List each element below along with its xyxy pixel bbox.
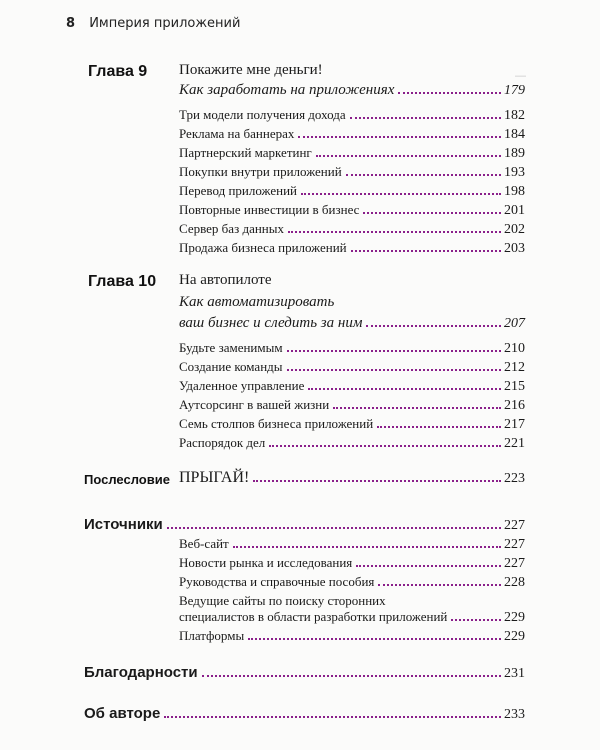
toc-entry[interactable] bbox=[179, 397, 525, 414]
toc-entry-multiline[interactable] bbox=[179, 593, 386, 609]
page-ref: 229 bbox=[504, 610, 525, 625]
page-ref: 184 bbox=[504, 127, 525, 142]
entry-title-line1: Ведущие сайты по поиску сторонних bbox=[179, 593, 386, 608]
dot-leader bbox=[248, 637, 501, 640]
running-head bbox=[66, 16, 240, 31]
toc-entry[interactable] bbox=[179, 240, 525, 257]
afterword-entry[interactable] bbox=[179, 469, 525, 487]
acknowledgments-entry[interactable] bbox=[84, 664, 525, 682]
dot-leader bbox=[233, 545, 501, 548]
afterword-label: Послесловие bbox=[84, 472, 170, 487]
dot-leader bbox=[287, 368, 501, 371]
page-ref: 217 bbox=[504, 417, 525, 432]
toc-entry[interactable] bbox=[179, 628, 525, 645]
page-ref: 189 bbox=[504, 146, 525, 161]
page-ref: 223 bbox=[504, 471, 525, 486]
toc-entry[interactable] bbox=[179, 221, 525, 238]
entry-title: Сервер баз данных bbox=[179, 221, 284, 236]
page-ref: 233 bbox=[504, 707, 525, 722]
entry-title: Новости рынка и исследования bbox=[179, 555, 353, 570]
dot-leader bbox=[363, 211, 501, 214]
toc-entry[interactable] bbox=[179, 126, 525, 143]
entry-title: Распорядок дел bbox=[179, 435, 266, 450]
toc-entry-multiline-end[interactable] bbox=[179, 609, 525, 626]
entry-title: Продажа бизнеса приложений bbox=[179, 240, 347, 255]
dot-leader bbox=[287, 349, 501, 352]
entry-title: Партнерский маркетинг bbox=[179, 145, 312, 160]
dot-leader bbox=[164, 715, 501, 718]
entry-title: Будьте заменимым bbox=[179, 340, 283, 355]
running-title: Империя приложений bbox=[89, 16, 241, 31]
toc-entry[interactable] bbox=[179, 183, 525, 200]
dot-leader bbox=[269, 444, 501, 447]
afterword-title: ПРЫГАЙ! bbox=[179, 469, 250, 486]
page-ref: 201 bbox=[504, 203, 525, 218]
page-ref: 221 bbox=[504, 436, 525, 451]
toc-entry[interactable] bbox=[179, 145, 525, 162]
dot-leader bbox=[298, 135, 501, 138]
dot-leader bbox=[202, 674, 501, 677]
page-ref: 207 bbox=[504, 316, 525, 331]
page-ref: 198 bbox=[504, 184, 525, 199]
dot-leader bbox=[377, 425, 501, 428]
entry-title: Семь столпов бизнеса приложений bbox=[179, 416, 374, 431]
dot-leader bbox=[451, 618, 501, 621]
entry-title: Три модели получения дохода bbox=[179, 107, 346, 122]
about-label: Об авторе bbox=[84, 705, 161, 722]
chapter-9-subtitle-entry[interactable] bbox=[179, 82, 525, 99]
entry-title: Веб-сайт bbox=[179, 536, 229, 551]
dot-leader bbox=[301, 192, 501, 195]
toc-entry[interactable] bbox=[179, 574, 525, 591]
entry-title: Удаленное управление bbox=[179, 378, 305, 393]
toc-entry[interactable] bbox=[179, 202, 525, 219]
entry-title: Реклама на баннерах bbox=[179, 126, 295, 141]
toc-entry[interactable] bbox=[179, 416, 525, 433]
chapter-10-label: Глава 10 bbox=[88, 273, 157, 290]
toc-entry[interactable] bbox=[179, 536, 525, 553]
chapter-10-subtitle-entry[interactable] bbox=[179, 315, 525, 332]
page-ref: 227 bbox=[504, 556, 525, 571]
toc-entry[interactable] bbox=[179, 555, 525, 572]
entry-title: Покупки внутри приложений bbox=[179, 164, 342, 179]
page-ref: 203 bbox=[504, 241, 525, 256]
entry-title: Аутсорсинг в вашей жизни bbox=[179, 397, 330, 412]
page-ref: 202 bbox=[504, 222, 525, 237]
toc-entry[interactable] bbox=[179, 435, 525, 452]
chapter-9-subtitle: Как заработать на приложениях bbox=[179, 82, 395, 98]
page-ref: 215 bbox=[504, 379, 525, 394]
page-number: 8 bbox=[66, 16, 76, 31]
dot-leader bbox=[167, 526, 501, 529]
chapter-10-subtitle-line2: ваш бизнес и следить за ним bbox=[179, 315, 363, 331]
entry-title: Платформы bbox=[179, 628, 245, 643]
page-ref: 182 bbox=[504, 108, 525, 123]
toc-entry[interactable] bbox=[179, 107, 525, 124]
sources-label: Источники bbox=[84, 516, 163, 533]
dot-leader bbox=[366, 324, 501, 327]
chapter-10-subtitle-line1: Как автоматизировать bbox=[179, 294, 335, 310]
chapter-10-title: На автопилоте bbox=[179, 272, 272, 288]
dot-leader bbox=[316, 154, 501, 157]
toc-entry[interactable] bbox=[179, 359, 525, 376]
page-ref: 228 bbox=[504, 575, 525, 590]
dot-leader bbox=[378, 583, 501, 586]
acknowledgments-label: Благодарности bbox=[84, 664, 198, 681]
dot-leader bbox=[350, 116, 501, 119]
dot-leader bbox=[333, 406, 501, 409]
toc-entry[interactable] bbox=[179, 340, 525, 357]
page-ref: 227 bbox=[504, 537, 525, 552]
page-ref: 193 bbox=[504, 165, 525, 180]
dot-leader bbox=[253, 479, 501, 482]
entry-title: Перевод приложений bbox=[179, 183, 297, 198]
dot-leader bbox=[398, 91, 501, 94]
chapter-9-title: Покажите мне деньги! bbox=[179, 62, 323, 78]
toc-entry[interactable] bbox=[179, 164, 525, 181]
sources-entry[interactable] bbox=[84, 516, 525, 534]
page-ref: 216 bbox=[504, 398, 525, 413]
page-ref: 229 bbox=[504, 629, 525, 644]
entry-title: Руководства и справочные пособия bbox=[179, 574, 375, 589]
dot-leader bbox=[308, 387, 501, 390]
page-ref: 210 bbox=[504, 341, 525, 356]
page-ref: 227 bbox=[504, 518, 525, 533]
entry-title: Повторные инвестиции в бизнес bbox=[179, 202, 360, 217]
dot-leader bbox=[288, 230, 501, 233]
page-ref: 212 bbox=[504, 360, 525, 375]
toc-entry[interactable] bbox=[179, 378, 525, 395]
entry-title-line2: специалистов в области разработки приложений bbox=[179, 609, 448, 624]
dot-leader bbox=[351, 249, 501, 252]
dot-leader bbox=[356, 564, 501, 567]
page-ref: 179 bbox=[504, 83, 525, 98]
dot-leader bbox=[346, 173, 501, 176]
page-ref: 231 bbox=[504, 666, 525, 681]
about-entry[interactable] bbox=[84, 705, 525, 723]
chapter-9-label: Глава 9 bbox=[88, 63, 148, 80]
entry-title: Создание команды bbox=[179, 359, 283, 374]
bleed-through-text: — bbox=[515, 70, 526, 82]
